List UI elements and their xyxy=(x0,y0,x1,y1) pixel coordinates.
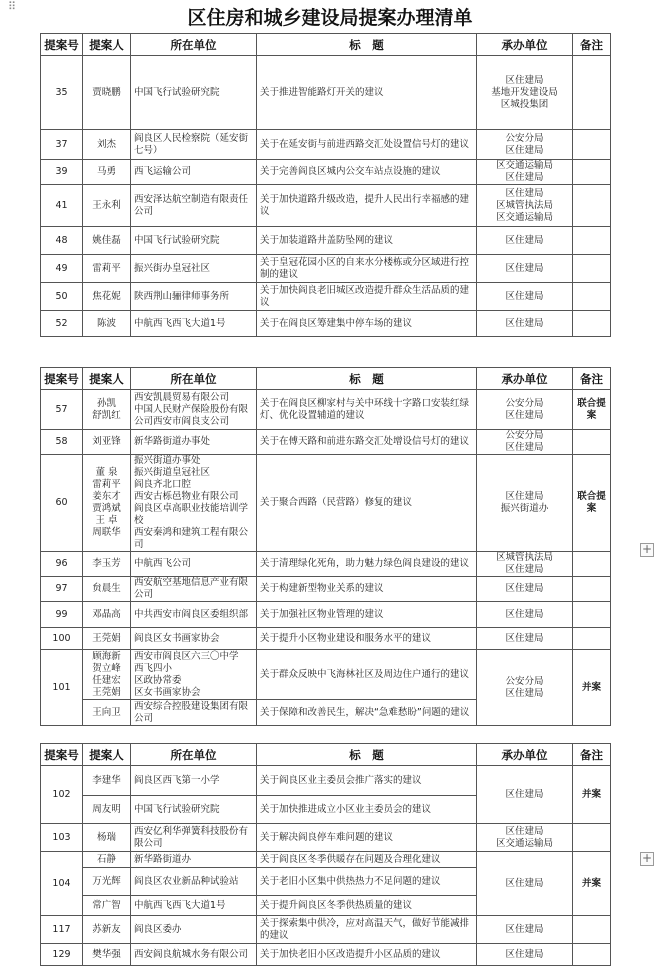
proposer-name-line: 姜东才 xyxy=(92,491,121,502)
proposer-unit-line: 振兴街办皇冠社区 xyxy=(134,262,211,274)
handling-org-line: 区住建局 xyxy=(505,172,544,183)
proposer-name-line: 姚佳磊 xyxy=(92,234,121,246)
table-row xyxy=(41,283,611,311)
proposer-name-line: 刘杰 xyxy=(96,138,116,150)
proposer-name xyxy=(83,227,131,255)
proposer-name: 李建华 xyxy=(83,766,131,796)
proposal-note xyxy=(573,552,611,577)
proposer-name-line: 顾海新 xyxy=(92,650,121,662)
table-row xyxy=(41,852,611,868)
table-row xyxy=(41,160,611,185)
proposal-note xyxy=(573,255,611,283)
handling-org xyxy=(477,430,573,455)
header-proposal-no: 提案号 xyxy=(41,34,83,56)
header-unit: 所在单位 xyxy=(131,34,257,56)
proposer-name xyxy=(83,577,131,602)
proposal-topic: 关于完善阎良区城内公交车站点设施的建议 xyxy=(257,160,477,185)
header-note: 备注 xyxy=(573,34,611,56)
proposer-name-line: 周联华 xyxy=(92,527,121,538)
expand-plus-icon[interactable]: + xyxy=(641,851,653,865)
proposal-number: 50 xyxy=(41,283,83,311)
header-topic: 标 题 xyxy=(257,368,477,390)
proposer-name-line: 邓晶高 xyxy=(92,608,121,620)
proposer-name-line: 陈波 xyxy=(96,317,116,329)
proposal-number: 48 xyxy=(41,227,83,255)
proposal-topic: 关于提升小区物业建设和服务水平的建议 xyxy=(257,628,477,650)
proposal-number: 41 xyxy=(41,185,83,227)
proposer-unit: 中航西飞西飞大道1号 xyxy=(131,896,257,916)
proposal-number: 117 xyxy=(41,916,83,944)
proposal-note xyxy=(573,628,611,650)
handling-org-line: 区住建局 xyxy=(505,788,544,800)
header-note: 备注 xyxy=(573,744,611,766)
proposer-name xyxy=(83,390,131,430)
proposal-note: 并案 xyxy=(573,852,611,916)
proposal-note xyxy=(573,227,611,255)
proposer-unit-line: 区政协常委 xyxy=(134,674,182,686)
handling-org-line: 区住建局 xyxy=(505,290,544,302)
proposal-topic: 关于加强社区物业管理的建议 xyxy=(257,602,477,628)
proposer-unit-line: 阎良区人民检察院（延安街七号） xyxy=(134,132,249,156)
handling-org xyxy=(477,185,573,227)
handling-org-line: 公安分局 xyxy=(505,675,544,687)
handling-org-line: 区住建局 xyxy=(505,234,544,246)
header-handler: 承办单位 xyxy=(477,34,573,56)
table-row xyxy=(41,227,611,255)
handling-org xyxy=(477,650,573,726)
handling-org-line: 区住建局 xyxy=(505,923,544,935)
table-row xyxy=(41,944,611,966)
handling-org xyxy=(477,916,573,944)
proposer-name-line: 王向卫 xyxy=(92,706,121,718)
handling-org-line: 区住建局 xyxy=(505,74,544,86)
proposer-name-line: 孙凯 xyxy=(96,397,116,409)
proposal-note xyxy=(573,602,611,628)
proposer-name-line: 刘亚锋 xyxy=(92,436,121,447)
proposal-table-2 xyxy=(40,367,611,726)
proposer-unit-line: 西安航空基地信息产业有限公司 xyxy=(134,577,249,600)
proposal-topic: 关于皇冠花园小区的自来水分楼栋或分区域进行控制的建议 xyxy=(257,255,477,283)
proposer-name-line: 贾鸿斌 xyxy=(92,503,121,514)
proposer-name: 杨瑞 xyxy=(83,824,131,852)
proposer-unit xyxy=(131,185,257,227)
proposal-topic: 关于加快阎良老旧城区改造提升群众生活品质的建议 xyxy=(257,283,477,311)
proposal-topic: 关于老旧小区集中供热热力不足问题的建议 xyxy=(257,868,477,896)
proposer-name xyxy=(83,628,131,650)
handling-org-line: 公安分局 xyxy=(505,397,544,409)
handling-org-line: 区城管执法局 xyxy=(495,199,553,211)
proposer-unit-line: 振兴街道皇冠社区 xyxy=(134,467,211,478)
handling-org-line: 公安分局 xyxy=(505,430,544,441)
handling-org xyxy=(477,824,573,852)
proposal-note: 并案 xyxy=(573,766,611,824)
proposal-note xyxy=(573,130,611,160)
header-unit: 所在单位 xyxy=(131,368,257,390)
handling-org-line: 区交通运输局 xyxy=(495,837,553,849)
proposer-name-line: 李玉芳 xyxy=(92,558,121,569)
table-row xyxy=(41,130,611,160)
proposal-topic: 关于阎良区冬季供暖存在问题及合理化建议 xyxy=(257,852,477,868)
proposer-unit xyxy=(131,160,257,185)
proposer-unit xyxy=(131,650,257,700)
handling-org xyxy=(477,577,573,602)
proposer-unit xyxy=(131,227,257,255)
proposer-unit-line: 西安凯晨贸易有限公司 xyxy=(134,391,230,403)
handling-org xyxy=(477,160,573,185)
proposal-topic: 关于在延安街与前进西路交汇处设置信号灯的建议 xyxy=(257,130,477,160)
header-proposer: 提案人 xyxy=(83,34,131,56)
proposal-number: 58 xyxy=(41,430,83,455)
proposal-number: 37 xyxy=(41,130,83,160)
proposer-name-line: 马勇 xyxy=(96,166,116,177)
proposal-topic: 关于保障和改善民生，解决“急难愁盼”问题的建议 xyxy=(257,700,477,726)
proposer-name xyxy=(83,552,131,577)
table-header-row xyxy=(41,368,611,390)
proposal-note xyxy=(573,577,611,602)
proposer-name-line: 王莞娟 xyxy=(92,632,121,644)
proposer-unit-line: 西飞运输公司 xyxy=(134,166,192,177)
handling-org-line: 区住建局 xyxy=(505,187,544,199)
handling-org xyxy=(477,766,573,824)
handling-org-line: 区交通运输局 xyxy=(495,211,553,223)
handling-org-line: 区住建局 xyxy=(505,491,544,502)
proposal-note xyxy=(573,56,611,130)
proposer-unit-line: 区女书画家协会 xyxy=(134,686,201,698)
handling-org-line: 基地开发建设局 xyxy=(491,86,558,98)
proposal-note: 联合提案 xyxy=(573,390,611,430)
handling-org xyxy=(477,628,573,650)
proposer-unit: 阎良区委办 xyxy=(131,916,257,944)
proposal-number: 35 xyxy=(41,56,83,130)
proposal-topic: 关于在阎良区柳家村与关中环线十字路口安装红绿灯、优化设置辅道的建议 xyxy=(257,390,477,430)
proposer-name xyxy=(83,700,131,726)
proposer-name-line: 董 泉 xyxy=(95,467,118,478)
proposer-unit xyxy=(131,130,257,160)
proposal-number: 101 xyxy=(41,650,83,726)
proposer-unit: 中国飞行试验研究院 xyxy=(131,796,257,824)
proposal-number: 52 xyxy=(41,311,83,337)
proposal-note xyxy=(573,944,611,966)
proposal-topic: 关于聚合西路（民营路）修复的建议 xyxy=(257,455,477,552)
proposer-unit-line: 阎良齐北口腔 xyxy=(134,479,192,490)
proposal-number: 104 xyxy=(41,852,83,916)
handling-org-line: 区住建局 xyxy=(505,608,544,620)
proposer-name xyxy=(83,56,131,130)
proposer-unit: 阎良区西飞第一小学 xyxy=(131,766,257,796)
proposer-unit xyxy=(131,311,257,337)
table-row xyxy=(41,766,611,796)
proposer-unit xyxy=(131,455,257,552)
proposer-unit xyxy=(131,283,257,311)
handling-org-line: 区住建局 xyxy=(505,262,544,274)
proposer-unit xyxy=(131,552,257,577)
proposer-unit-line: 西安市阎良区六三〇中学 xyxy=(134,650,239,662)
proposal-topic: 关于清理绿化死角，助力魅力绿色阎良建设的建议 xyxy=(257,552,477,577)
handling-org xyxy=(477,390,573,430)
handling-org xyxy=(477,283,573,311)
proposal-note xyxy=(573,311,611,337)
proposer-unit-line: 阎良区卓高职业技能培训学校 xyxy=(134,503,249,526)
proposal-table-3 xyxy=(40,743,611,966)
header-unit: 所在单位 xyxy=(131,744,257,766)
handling-org-line: 振兴街道办 xyxy=(500,503,549,514)
proposal-number: 96 xyxy=(41,552,83,577)
table-row xyxy=(41,430,611,455)
handling-org-line: 区住建局 xyxy=(505,409,544,421)
header-handler: 承办单位 xyxy=(477,744,573,766)
table-row xyxy=(41,185,611,227)
handling-org-line: 区城管执法局 xyxy=(495,552,553,563)
handling-org xyxy=(477,255,573,283)
proposer-name: 苏新友 xyxy=(83,916,131,944)
proposer-unit-line: 新华路街道办事处 xyxy=(134,436,211,447)
proposer-unit-line: 中航西飞公司 xyxy=(134,558,192,569)
proposer-name xyxy=(83,130,131,160)
proposal-note: 联合提案 xyxy=(573,455,611,552)
handling-org-line: 区住建局 xyxy=(505,442,544,453)
proposer-name xyxy=(83,255,131,283)
handling-org-line: 区住建局 xyxy=(505,317,544,329)
proposer-name xyxy=(83,602,131,628)
table-row xyxy=(41,916,611,944)
proposal-topic: 关于加装道路井盖防坠网的建议 xyxy=(257,227,477,255)
proposer-name: 常广智 xyxy=(83,896,131,916)
proposer-unit: 新华路街道办 xyxy=(131,852,257,868)
header-proposer: 提案人 xyxy=(83,368,131,390)
expand-plus-icon[interactable]: + xyxy=(641,542,653,556)
handling-org xyxy=(477,130,573,160)
proposal-topic: 关于解决阎良停车难问题的建议 xyxy=(257,824,477,852)
proposal-topic: 关于加快推进成立小区业主委员会的建议 xyxy=(257,796,477,824)
handling-org xyxy=(477,602,573,628)
proposer-unit-line: 西安秦鸿和建筑工程有限公司 xyxy=(134,527,249,550)
proposal-number: 102 xyxy=(41,766,83,824)
proposer-name-line: 王永利 xyxy=(92,199,121,211)
proposal-number: 129 xyxy=(41,944,83,966)
handling-org-line: 区交通运输局 xyxy=(495,160,553,171)
proposer-unit xyxy=(131,390,257,430)
proposer-name-line: 雷莉平 xyxy=(92,479,121,490)
proposer-name-line: 任建宏 xyxy=(92,674,121,686)
proposer-unit-line: 中共西安市阎良区委组织部 xyxy=(134,608,249,620)
handling-org-line: 区城投集团 xyxy=(500,98,549,110)
proposal-number: 39 xyxy=(41,160,83,185)
proposal-topic: 关于加快道路升级改造，提升人民出行幸福感的建议 xyxy=(257,185,477,227)
proposer-unit: 西安阎良航城水务有限公司 xyxy=(131,944,257,966)
header-topic: 标 题 xyxy=(257,744,477,766)
table-row xyxy=(41,390,611,430)
handling-org xyxy=(477,944,573,966)
proposal-topic: 关于在阎良区筹建集中停车场的建议 xyxy=(257,311,477,337)
handling-org-line: 区住建局 xyxy=(505,687,544,699)
proposal-note xyxy=(573,283,611,311)
table-row xyxy=(41,602,611,628)
proposer-name-line: 王 卓 xyxy=(95,515,118,526)
proposal-topic: 关于构建新型物业关系的建议 xyxy=(257,577,477,602)
proposal-number: 100 xyxy=(41,628,83,650)
proposer-unit-line: 阎良区女书画家协会 xyxy=(134,632,220,644)
proposal-topic: 关于提升阎良区冬季供热质量的建议 xyxy=(257,896,477,916)
handling-org xyxy=(477,311,573,337)
proposer-name-line: 王莞娟 xyxy=(92,686,121,698)
proposer-name xyxy=(83,455,131,552)
proposer-unit xyxy=(131,602,257,628)
proposer-name xyxy=(83,185,131,227)
proposal-note xyxy=(573,185,611,227)
proposer-name xyxy=(83,311,131,337)
proposal-note xyxy=(573,160,611,185)
table-row xyxy=(41,56,611,130)
handling-org xyxy=(477,552,573,577)
header-proposal-no: 提案号 xyxy=(41,368,83,390)
table-row xyxy=(41,552,611,577)
table-row xyxy=(41,650,611,700)
handling-org-line: 公安分局 xyxy=(505,132,544,144)
header-proposal-no: 提案号 xyxy=(41,744,83,766)
handling-org-line: 区住建局 xyxy=(505,877,544,889)
handling-org xyxy=(477,56,573,130)
proposer-unit-line: 西安综合控股建设集团有限公司 xyxy=(134,700,249,724)
header-topic: 标 题 xyxy=(257,34,477,56)
header-handler: 承办单位 xyxy=(477,368,573,390)
proposal-note xyxy=(573,916,611,944)
header-note: 备注 xyxy=(573,368,611,390)
handling-org xyxy=(477,227,573,255)
handling-org-line: 区住建局 xyxy=(505,583,544,594)
handling-org-line: 区住建局 xyxy=(505,144,544,156)
proposer-unit-line: 西安古栎邑物业有限公司 xyxy=(134,491,239,502)
proposer-unit xyxy=(131,628,257,650)
header-proposer: 提案人 xyxy=(83,744,131,766)
table-row xyxy=(41,255,611,283)
proposer-unit xyxy=(131,56,257,130)
handling-org-line: 区住建局 xyxy=(505,825,544,837)
page-title: 区住房和城乡建设局提案办理清单 xyxy=(187,7,473,29)
proposer-name xyxy=(83,160,131,185)
proposer-name xyxy=(83,650,131,700)
proposer-name: 周友明 xyxy=(83,796,131,824)
proposer-unit-line: 西飞四小 xyxy=(134,662,173,674)
proposer-name: 樊华强 xyxy=(83,944,131,966)
proposer-unit xyxy=(131,700,257,726)
proposal-topic: 关于加快老旧小区改造提升小区品质的建议 xyxy=(257,944,477,966)
proposal-number: 97 xyxy=(41,577,83,602)
proposal-table-1 xyxy=(40,33,611,337)
table-row xyxy=(41,577,611,602)
proposer-name-line: 焦花妮 xyxy=(92,290,121,302)
proposal-topic: 关于阎良区业主委员会推广落实的建议 xyxy=(257,766,477,796)
proposal-topic: 关于探索集中供冷，应对高温天气，做好节能减排的建议 xyxy=(257,916,477,944)
handling-org-line: 区住建局 xyxy=(505,948,544,960)
table-header-row xyxy=(41,34,611,56)
proposer-unit xyxy=(131,430,257,455)
table-header-row xyxy=(41,744,611,766)
proposal-topic: 关于群众反映中飞海林社区及周边住户通行的建议 xyxy=(257,650,477,700)
proposer-name-line: 舒凯红 xyxy=(92,409,121,421)
proposal-number: 60 xyxy=(41,455,83,552)
table-row xyxy=(41,455,611,552)
proposer-name: 万光辉 xyxy=(83,868,131,896)
proposer-unit xyxy=(131,577,257,602)
proposal-number: 57 xyxy=(41,390,83,430)
proposer-name-line: 贠晨生 xyxy=(92,583,121,594)
proposer-name-line: 贺立峰 xyxy=(92,662,121,674)
proposal-note: 并案 xyxy=(573,650,611,726)
proposer-unit-line: 西安泽达航空制造有限责任公司 xyxy=(134,193,249,217)
handling-org xyxy=(477,455,573,552)
table-row xyxy=(41,311,611,337)
proposer-unit-line: 中国飞行试验研究院 xyxy=(134,234,220,246)
proposer-unit-line: 中国飞行试验研究院 xyxy=(134,86,220,98)
proposal-number: 49 xyxy=(41,255,83,283)
proposer-name: 石静 xyxy=(83,852,131,868)
proposer-unit-line: 振兴街道办事处 xyxy=(134,455,201,466)
proposer-unit xyxy=(131,255,257,283)
table-row xyxy=(41,628,611,650)
proposer-unit-line: 中航西飞西飞大道1号 xyxy=(134,317,226,329)
handling-org-line: 区住建局 xyxy=(505,632,544,644)
table-row xyxy=(41,824,611,852)
proposer-unit-line: 中国人民财产保险股份有限公司西安市阎良支公司 xyxy=(134,403,249,427)
proposal-note xyxy=(573,430,611,455)
proposer-unit: 阎良区农业新品种试验站 xyxy=(131,868,257,896)
proposal-topic: 关于在傅天路和前进东路交汇处增设信号灯的建议 xyxy=(257,430,477,455)
proposal-note xyxy=(573,824,611,852)
proposer-unit: 西安亿利华弹簧科技股份有限公司 xyxy=(131,824,257,852)
proposer-name xyxy=(83,283,131,311)
proposal-topic: 关于推进智能路灯开关的建议 xyxy=(257,56,477,130)
drag-handle-icon[interactable]: ⠿ xyxy=(8,0,16,13)
proposer-name-line: 贾晓鹏 xyxy=(92,86,121,98)
handling-org-line: 区住建局 xyxy=(505,564,544,575)
proposer-name-line: 雷莉平 xyxy=(92,262,121,274)
handling-org xyxy=(477,852,573,916)
proposer-name xyxy=(83,430,131,455)
proposer-unit-line: 陕西荆山骊律师事务所 xyxy=(134,290,230,302)
proposal-number: 99 xyxy=(41,602,83,628)
proposal-number: 103 xyxy=(41,824,83,852)
